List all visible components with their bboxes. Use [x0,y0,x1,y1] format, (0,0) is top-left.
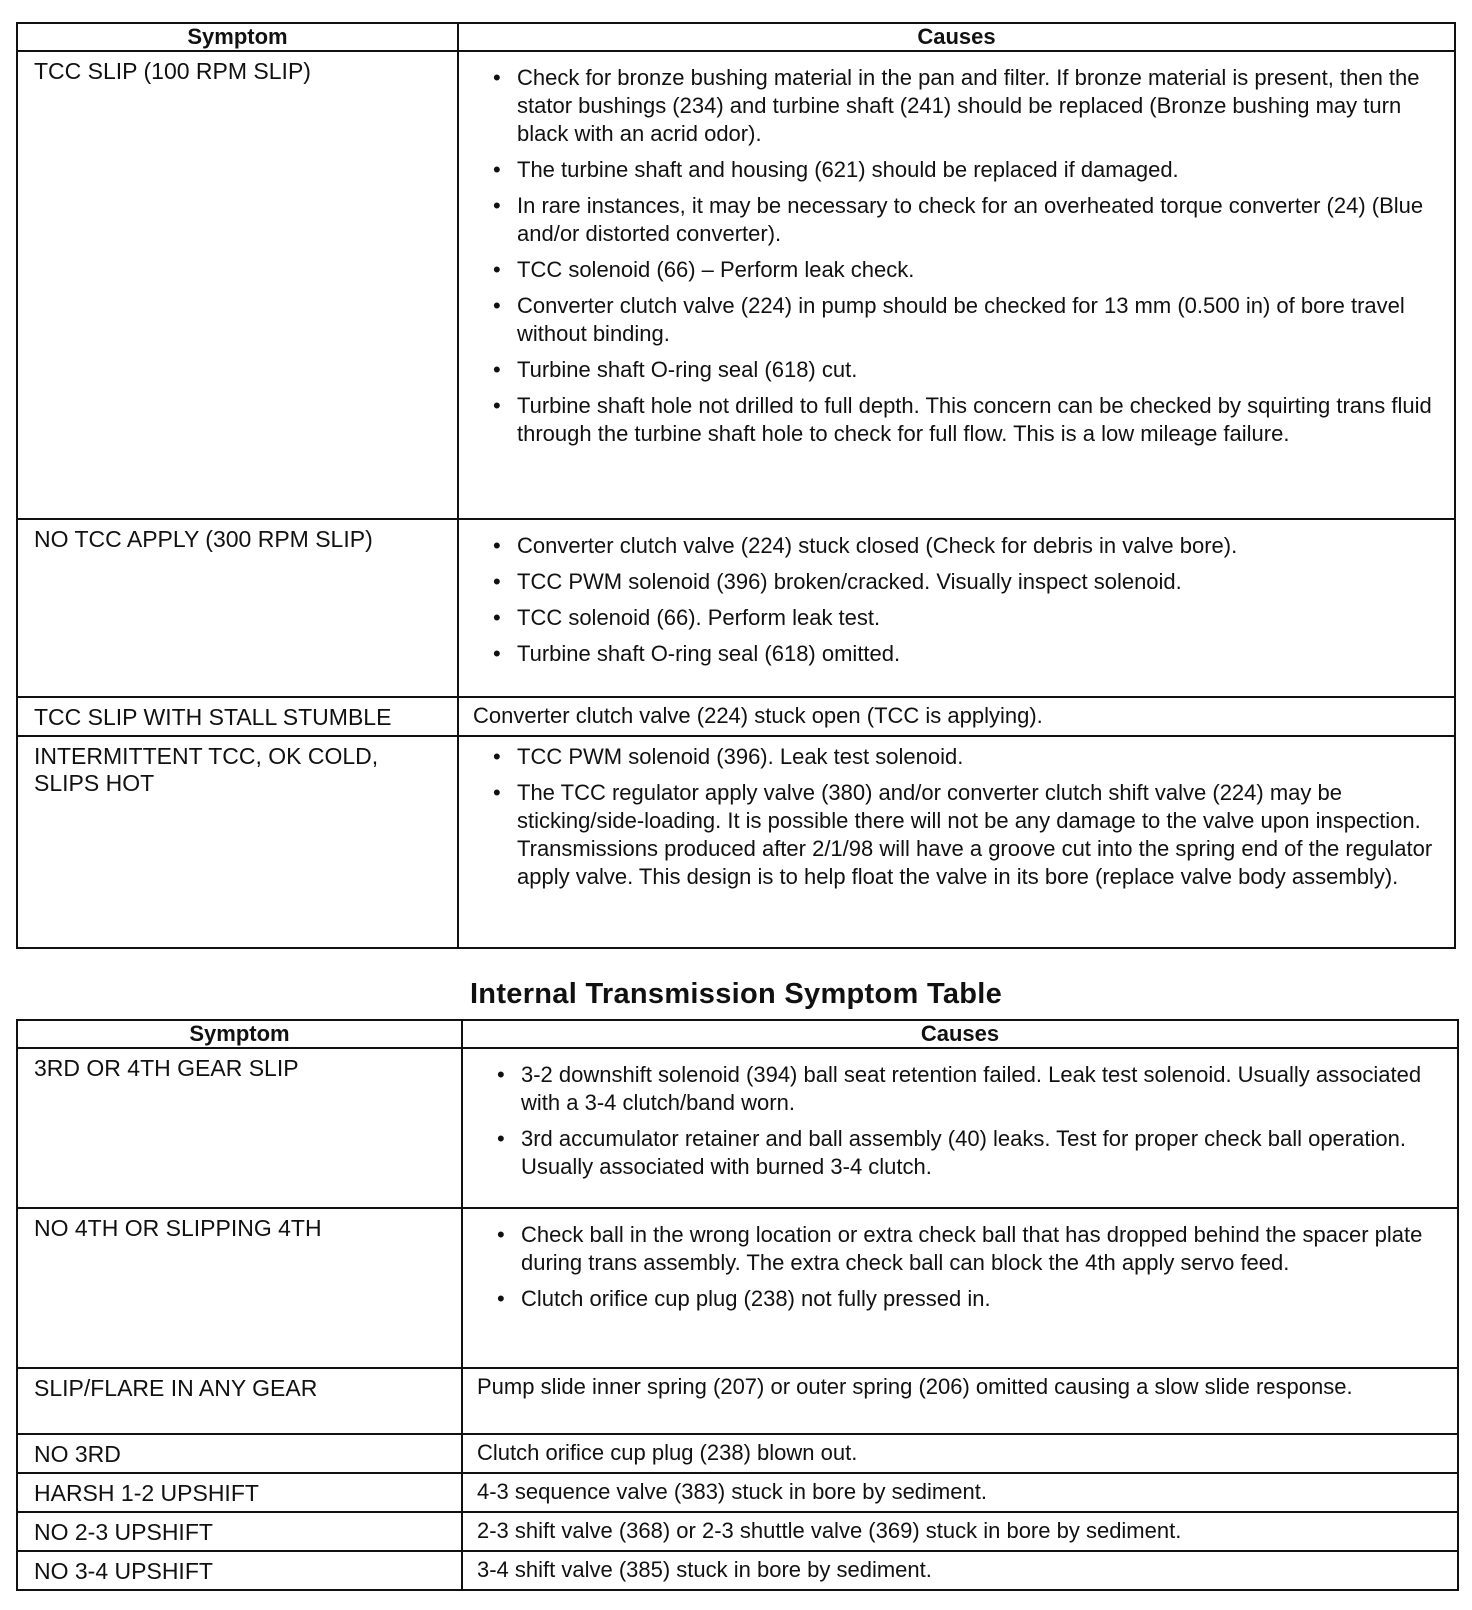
symptom-cell: SLIP/FLARE IN ANY GEAR [17,1368,462,1434]
cause-list [477,1053,1445,1197]
causes-cell [462,1208,1458,1368]
symptom-cell: HARSH 1-2 UPSHIFT [17,1473,462,1512]
table-row [17,519,1455,697]
symptom-cell: NO 2-3 UPSHIFT [17,1512,462,1551]
tcc-symptom-table [16,22,1456,949]
symptom-cell: NO 3RD [17,1434,462,1473]
causes-cell [458,519,1455,697]
cause-item: • TCC PWM solenoid (396). Leak test solenoid. [473,743,1442,771]
table-row [17,1208,1458,1368]
causes-cell [462,1048,1458,1208]
cause-text: 4-3 sequence valve (383) stuck in bore by sediment. [477,1479,987,1504]
table-row [17,1473,1458,1512]
cause-item: • 3-2 downshift solenoid (394) ball seat retention failed. Leak test solenoid. Usually associated with a 3-4 clutch/band worn. [477,1061,1445,1117]
causes-cell [462,1512,1458,1551]
symptom-cell: NO TCC APPLY (300 RPM SLIP) [17,519,458,697]
symptom-cell: TCC SLIP WITH STALL STUMBLE [17,697,458,736]
causes-cell [462,1434,1458,1473]
cause-item: • TCC solenoid (66) – Perform leak check. [473,256,1442,284]
cause-list [477,1213,1445,1329]
cause-item: • TCC solenoid (66). Perform leak test. [473,604,1442,632]
table-row [17,1048,1458,1208]
cause-item: • Turbine shaft hole not drilled to full depth. This concern can be checked by squirting trans fluid through the turbine shaft hole to check for full flow. This is a low mileage failure. [473,392,1442,448]
cause-item: • Turbine shaft O-ring seal (618) cut. [473,356,1442,384]
cause-text: Pump slide inner spring (207) or outer spring (206) omitted causing a slow slide response. [477,1374,1353,1399]
cause-text: 2-3 shift valve (368) or 2-3 shuttle valve (369) stuck in bore by sediment. [477,1518,1182,1543]
causes-cell [462,1473,1458,1512]
causes-cell [462,1551,1458,1590]
cause-text: Converter clutch valve (224) stuck open (TCC is applying). [473,703,1043,728]
symptom-cell: NO 3-4 UPSHIFT [17,1551,462,1590]
table-row [17,1512,1458,1551]
symptom-column-header: Symptom [17,23,458,51]
cause-item: • Converter clutch valve (224) in pump should be checked for 13 mm (0.500 in) of bore travel without binding. [473,292,1442,348]
causes-cell [458,736,1455,948]
cause-list [473,524,1442,684]
cause-item: • Check for bronze bushing material in the pan and filter. If bronze material is present, then the stator bushings (234) and turbine shaft (241) should be replaced (Bronze bushing may turn black with an acrid odor). [473,64,1442,148]
table-header-row [17,23,1455,51]
table-row [17,697,1455,736]
causes-column-header: Causes [458,23,1455,51]
causes-cell [462,1368,1458,1434]
table-row [17,51,1455,519]
cause-item: • Converter clutch valve (224) stuck closed (Check for debris in valve bore). [473,532,1442,560]
internal-transmission-symptom-table [16,1019,1459,1591]
cause-item: • Check ball in the wrong location or extra check ball that has dropped behind the spacer plate during trans assembly. The extra check ball can block the 4th apply servo feed. [477,1221,1445,1277]
table-row [17,1434,1458,1473]
table-header-row [17,1020,1458,1048]
cause-text: Clutch orifice cup plug (238) blown out. [477,1440,858,1465]
causes-column-header: Causes [462,1020,1458,1048]
cause-text: 3-4 shift valve (385) stuck in bore by sediment. [477,1557,932,1582]
cause-item: • Turbine shaft O-ring seal (618) omitted. [473,640,1442,668]
cause-list [473,741,1442,907]
symptom-cell: INTERMITTENT TCC, OK COLD, SLIPS HOT [17,736,458,948]
symptom-cell: TCC SLIP (100 RPM SLIP) [17,51,458,519]
table-title: Internal Transmission Symptom Table [469,978,1003,1010]
cause-item: • In rare instances, it may be necessary to check for an overheated torque converter (24) (Blue and/or distorted converter). [473,192,1442,248]
table-row [17,1368,1458,1434]
symptom-cell: 3RD OR 4TH GEAR SLIP [17,1048,462,1208]
table-row [17,736,1455,948]
table-row [17,1551,1458,1590]
symptom-column-header: Symptom [17,1020,462,1048]
cause-item: • The TCC regulator apply valve (380) and/or converter clutch shift valve (224) may be sticking/side-loading. It is possible there will not be any damage to the valve upon inspection. Transmissions produced after 2/1/98 will have a groove cut into the spring end of the regulator apply valve. This design is to help float the valve in its bore (replace valve body assembly). [473,779,1442,891]
causes-cell [458,697,1455,736]
cause-item: • TCC PWM solenoid (396) broken/cracked. Visually inspect solenoid. [473,568,1442,596]
symptom-cell: NO 4TH OR SLIPPING 4TH [17,1208,462,1368]
cause-item: • Clutch orifice cup plug (238) not fully pressed in. [477,1285,1445,1313]
cause-item: • 3rd accumulator retainer and ball assembly (40) leaks. Test for proper check ball operation. Usually associated with burned 3-4 clutch. [477,1125,1445,1181]
cause-item: • The turbine shaft and housing (621) should be replaced if damaged. [473,156,1442,184]
cause-list [473,56,1442,464]
causes-cell [458,51,1455,519]
